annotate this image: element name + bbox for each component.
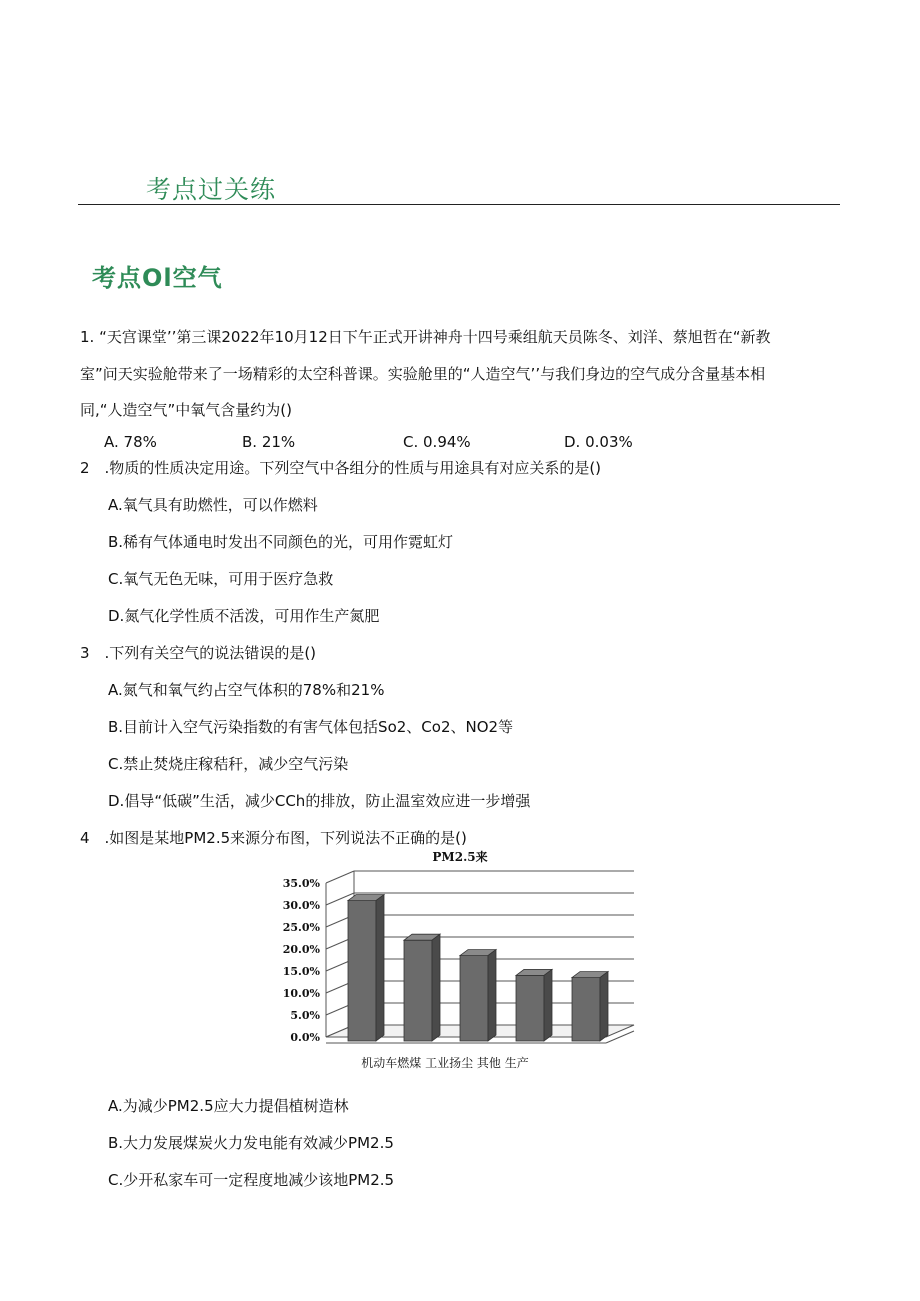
y-tick-label: 30.0%: [282, 899, 320, 912]
chart-title: PM2.5来: [432, 850, 488, 864]
x-tick-labels: 机动车燃煤 工业扬尘 其他 生产: [361, 1056, 529, 1070]
header-divider: [78, 204, 840, 205]
bar-side: [432, 934, 440, 1041]
header-title: 考点过关练: [146, 175, 277, 204]
q1-line-1: 1. “天宫课堂’’第三课2022年10月12日下午正式开讲神舟十四号乘组航天员陈冬、刘洋、蔡旭哲在“新教: [80, 328, 771, 346]
q4-option-b[interactable]: B.大力发展煤炭火力发电能有效减少PM2.5: [108, 1134, 394, 1152]
y-tick-label: 5.0%: [290, 1009, 320, 1022]
q3-stem: 3 .下列有关空气的说法错误的是(): [80, 644, 317, 662]
q2-option-c[interactable]: C.氧气无色无味，可用于医疗急救: [108, 570, 334, 588]
q3-option-d[interactable]: D.倡导“低碳”生活，减少CCh的排放，防止温室效应进一步增强: [108, 792, 531, 810]
q4-option-c[interactable]: C.少开私家车可一定程度地减少该地PM2.5: [108, 1171, 395, 1189]
q1-option-b[interactable]: B. 21%: [242, 433, 296, 451]
q1-line-3: 同,“人造空气”中氧气含量约为(): [80, 401, 293, 419]
bar: [572, 978, 600, 1041]
y-tick-label: 35.0%: [282, 877, 320, 890]
bar-side: [600, 972, 608, 1041]
section-title: 考点Ol空气: [92, 264, 223, 292]
q2-option-a[interactable]: A.氧气具有助燃性，可以作燃料: [108, 496, 318, 514]
q2-stem: 2 .物质的性质决定用途。下列空气中各组分的性质与用途具有对应关系的是(): [80, 459, 602, 477]
pm25-chart-svg: [270, 845, 650, 1080]
q1-option-c[interactable]: C. 0.94%: [403, 433, 471, 451]
gridline-side: [326, 871, 354, 883]
pm25-source-chart: [270, 845, 650, 1080]
q1-option-a[interactable]: A. 78%: [104, 433, 157, 451]
bar: [516, 975, 544, 1041]
q4-stem: 4 .如图是某地PM2.5来源分布图，下列说法不正确的是(): [80, 829, 467, 847]
bar-side: [488, 950, 496, 1041]
y-tick-label: 15.0%: [282, 965, 320, 978]
bar: [348, 901, 376, 1041]
q1-option-d[interactable]: D. 0.03%: [564, 433, 633, 451]
bar: [460, 956, 488, 1041]
q2-option-b[interactable]: B.稀有气体通电时发出不同颜色的光，可用作霓虹灯: [108, 533, 454, 551]
q1-line-2: 室”问天实验舱带来了一场精彩的太空科普课。实验舱里的“人造空气’’与我们身边的空气成分含量基本相: [80, 365, 766, 383]
q3-option-a[interactable]: A.氮气和氧气约占空气体积的78%和21%: [108, 681, 385, 699]
bar: [404, 940, 432, 1041]
y-tick-label: 0.0%: [290, 1031, 320, 1044]
bar-side: [544, 969, 552, 1041]
y-tick-label: 20.0%: [282, 943, 320, 956]
q3-option-c[interactable]: C.禁止焚烧庄稼秸秆，减少空气污染: [108, 755, 349, 773]
q2-option-d[interactable]: D.氮气化学性质不活泼，可用作生产氮肥: [108, 607, 380, 625]
q3-option-b[interactable]: B.目前计入空气污染指数的有害气体包括So2、Co2、NO2等: [108, 718, 514, 736]
bar-side: [376, 895, 384, 1041]
y-tick-label: 25.0%: [282, 921, 320, 934]
q4-option-a[interactable]: A.为减少PM2.5应大力提倡植树造林: [108, 1097, 349, 1115]
y-tick-label: 10.0%: [282, 987, 320, 1000]
